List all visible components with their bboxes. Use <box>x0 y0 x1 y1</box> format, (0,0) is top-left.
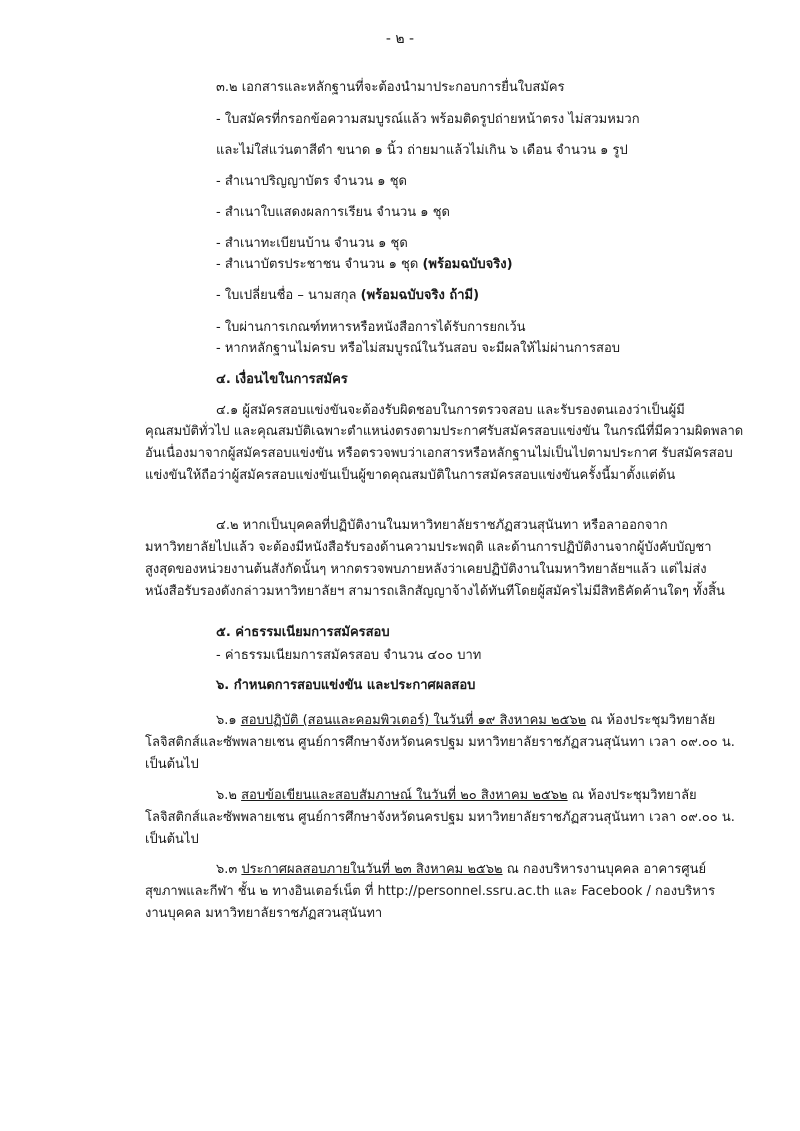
p61-location: ณ ห้องประชุมวิทยาลัย <box>586 713 716 728</box>
id-card-note: (พร้อมฉบับจริง) <box>422 257 513 272</box>
doc-item-degree: - สำเนาปริญญาบัตร จำนวน ๑ ชุด <box>216 174 407 189</box>
p41-line-1: ๔.๑ ผู้สมัครสอบแข่งขันจะต้องรับผิดชอบในการตรวจสอบ และรับรองตนเองว่าเป็นผู้มี <box>216 403 685 418</box>
p62-line-1 <box>216 786 697 806</box>
doc-item-photo: - ใบสมัครที่กรอกข้อความสมบูรณ์แล้ว พร้อมติดรูปถ่ายหน้าตรง ไม่สวมหมวก <box>216 112 640 127</box>
p63-location: ณ กองบริหารงานบุคคล อาคารศูนย์ <box>502 862 707 877</box>
p62-line-2: โลจิสติกส์และซัพพลายเชน ศูนย์การศึกษาจังหวัดนครปฐม มหาวิทยาลัยราชภัฏสวนสุนันทา เวลา ๐๙.๐๐ น. <box>145 810 735 825</box>
doc-item-id-card <box>216 255 513 275</box>
p61-practical-exam-date: สอบปฏิบัติ (สอนและคอมพิวเตอร์) ในวันที่ ๑๙ สิงหาคม ๒๕๖๒ <box>240 713 587 728</box>
doc-item-name-change <box>216 286 479 306</box>
p62-written-exam-date: สอบข้อเขียนและสอบสัมภาษณ์ ในวันที่ ๒๐ สิงหาคม ๒๕๖๒ <box>241 788 568 803</box>
doc-item-incomplete-note: - หากหลักฐานไม่ครบ หรือไม่สมบูรณ์ในวันสอบ จะมีผลให้ไม่ผ่านการสอบ <box>216 341 621 356</box>
name-change-text: - ใบเปลี่ยนชื่อ – นามสกุล <box>216 288 361 303</box>
fee-line: - ค่าธรรมเนียมการสมัครสอบ จำนวน ๔๐๐ บาท <box>216 648 482 663</box>
section-4-heading: ๔. เงื่อนไขในการสมัคร <box>216 372 348 387</box>
section-5-heading: ๕. ค่าธรรมเนียมการสมัครสอบ <box>216 625 390 640</box>
p41-line-4: แข่งขันให้ถือว่าผู้สมัครสอบแข่งขันเป็นผู้ขาดคุณสมบัติในการสมัครสอบแข่งขันครั้งนี้มาตั้งแต่ต้น <box>145 468 676 483</box>
p42-line-3: สูงสุดของหน่วยงานต้นสังกัดนั้นๆ หากตรวจพบภายหลังว่าเคยปฏิบัติงานในมหาวิทยาลัยฯแล้ว แต่ไม่ส่ง <box>145 562 707 577</box>
p41-line-2: คุณสมบัติทั่วไป และคุณสมบัติเฉพาะตำแหน่งตรงตามประกาศรับสมัครสอบแข่งขัน ในกรณีที่มีความผิดพลาด <box>145 424 744 439</box>
p63-line-3: งานบุคคล มหาวิทยาลัยราชภัฏสวนสุนันทา <box>145 906 383 921</box>
p42-line-2: มหาวิทยาลัยไปแล้ว จะต้องมีหนังสือรับรองด้านความประพฤติ และด้านการปฏิบัติงานจากผู้บังคับบัญชา <box>145 540 712 555</box>
doc-item-house-registration: - สำเนาทะเบียนบ้าน จำนวน ๑ ชุด <box>216 236 408 251</box>
p62-number: ๖.๒ <box>216 788 242 803</box>
p42-line-4: หนังสือรับรองดังกล่าวมหาวิทยาลัยฯ สามารถเลิกสัญญาจ้างได้ทันทีโดยผู้สมัครไม่มีสิทธิคัดค้านใดๆ ทั้งสิ้น <box>145 584 725 599</box>
doc-item-military: - ใบผ่านการเกณฑ์ทหารหรือหนังสือการได้รับการยกเว้น <box>216 320 526 335</box>
p62-line-3: เป็นต้นไป <box>145 832 199 847</box>
p62-location: ณ ห้องประชุมวิทยาลัย <box>567 788 697 803</box>
p42-line-1: ๔.๒ หากเป็นบุคคลที่ปฏิบัติงานในมหาวิทยาลัยราชภัฏสวนสุนันทา หรือลาออกจาก <box>216 518 668 533</box>
id-card-text: - สำเนาบัตรประชาชน จำนวน ๑ ชุด <box>216 257 423 272</box>
p61-line-3: เป็นต้นไป <box>145 757 199 772</box>
p63-line-2: สุขภาพและกีฬา ชั้น ๒ ทางอินเตอร์เน็ต ที่ http://personnel.ssru.ac.th และ Facebook / กองบริหาร <box>145 884 716 899</box>
p41-line-3: อันเนื่องมาจากผู้สมัครสอบแข่งขัน หรือตรวจพบว่าเอกสารหรือหลักฐานไม่เป็นไปตามประกาศ รับสมัครสอบ <box>145 446 733 461</box>
p61-line-1 <box>216 711 715 731</box>
page-number: - ๒ - <box>385 31 415 47</box>
section-3-2-heading: ๓.๒ เอกสารและหลักฐานที่จะต้องนำมาประกอบการยื่นใบสมัคร <box>216 80 565 95</box>
p63-line-1 <box>216 860 706 880</box>
p61-number: ๖.๑ <box>216 713 241 728</box>
p63-result-date: ประกาศผลสอบภายในวันที่ ๒๓ สิงหาคม ๒๕๖๒ <box>241 862 503 877</box>
p61-line-2: โลจิสติกส์และซัพพลายเชน ศูนย์การศึกษาจังหวัดนครปฐม มหาวิทยาลัยราชภัฏสวนสุนันทา เวลา ๐๙.๐๐ น. <box>145 735 735 750</box>
p63-number: ๖.๓ <box>216 862 242 877</box>
section-6-heading: ๖. กำหนดการสอบแข่งขัน และประกาศผลสอบ <box>216 678 476 693</box>
name-change-note: (พร้อมฉบับจริง ถ้ามี) <box>360 288 480 303</box>
doc-item-transcript: - สำเนาใบแสดงผลการเรียน จำนวน ๑ ชุด <box>216 205 450 220</box>
doc-item-photo-cont: และไม่ใส่แว่นตาสีดำ ขนาด ๑ นิ้ว ถ่ายมาแล้วไม่เกิน ๖ เดือน จำนวน ๑ รูป <box>216 143 628 158</box>
